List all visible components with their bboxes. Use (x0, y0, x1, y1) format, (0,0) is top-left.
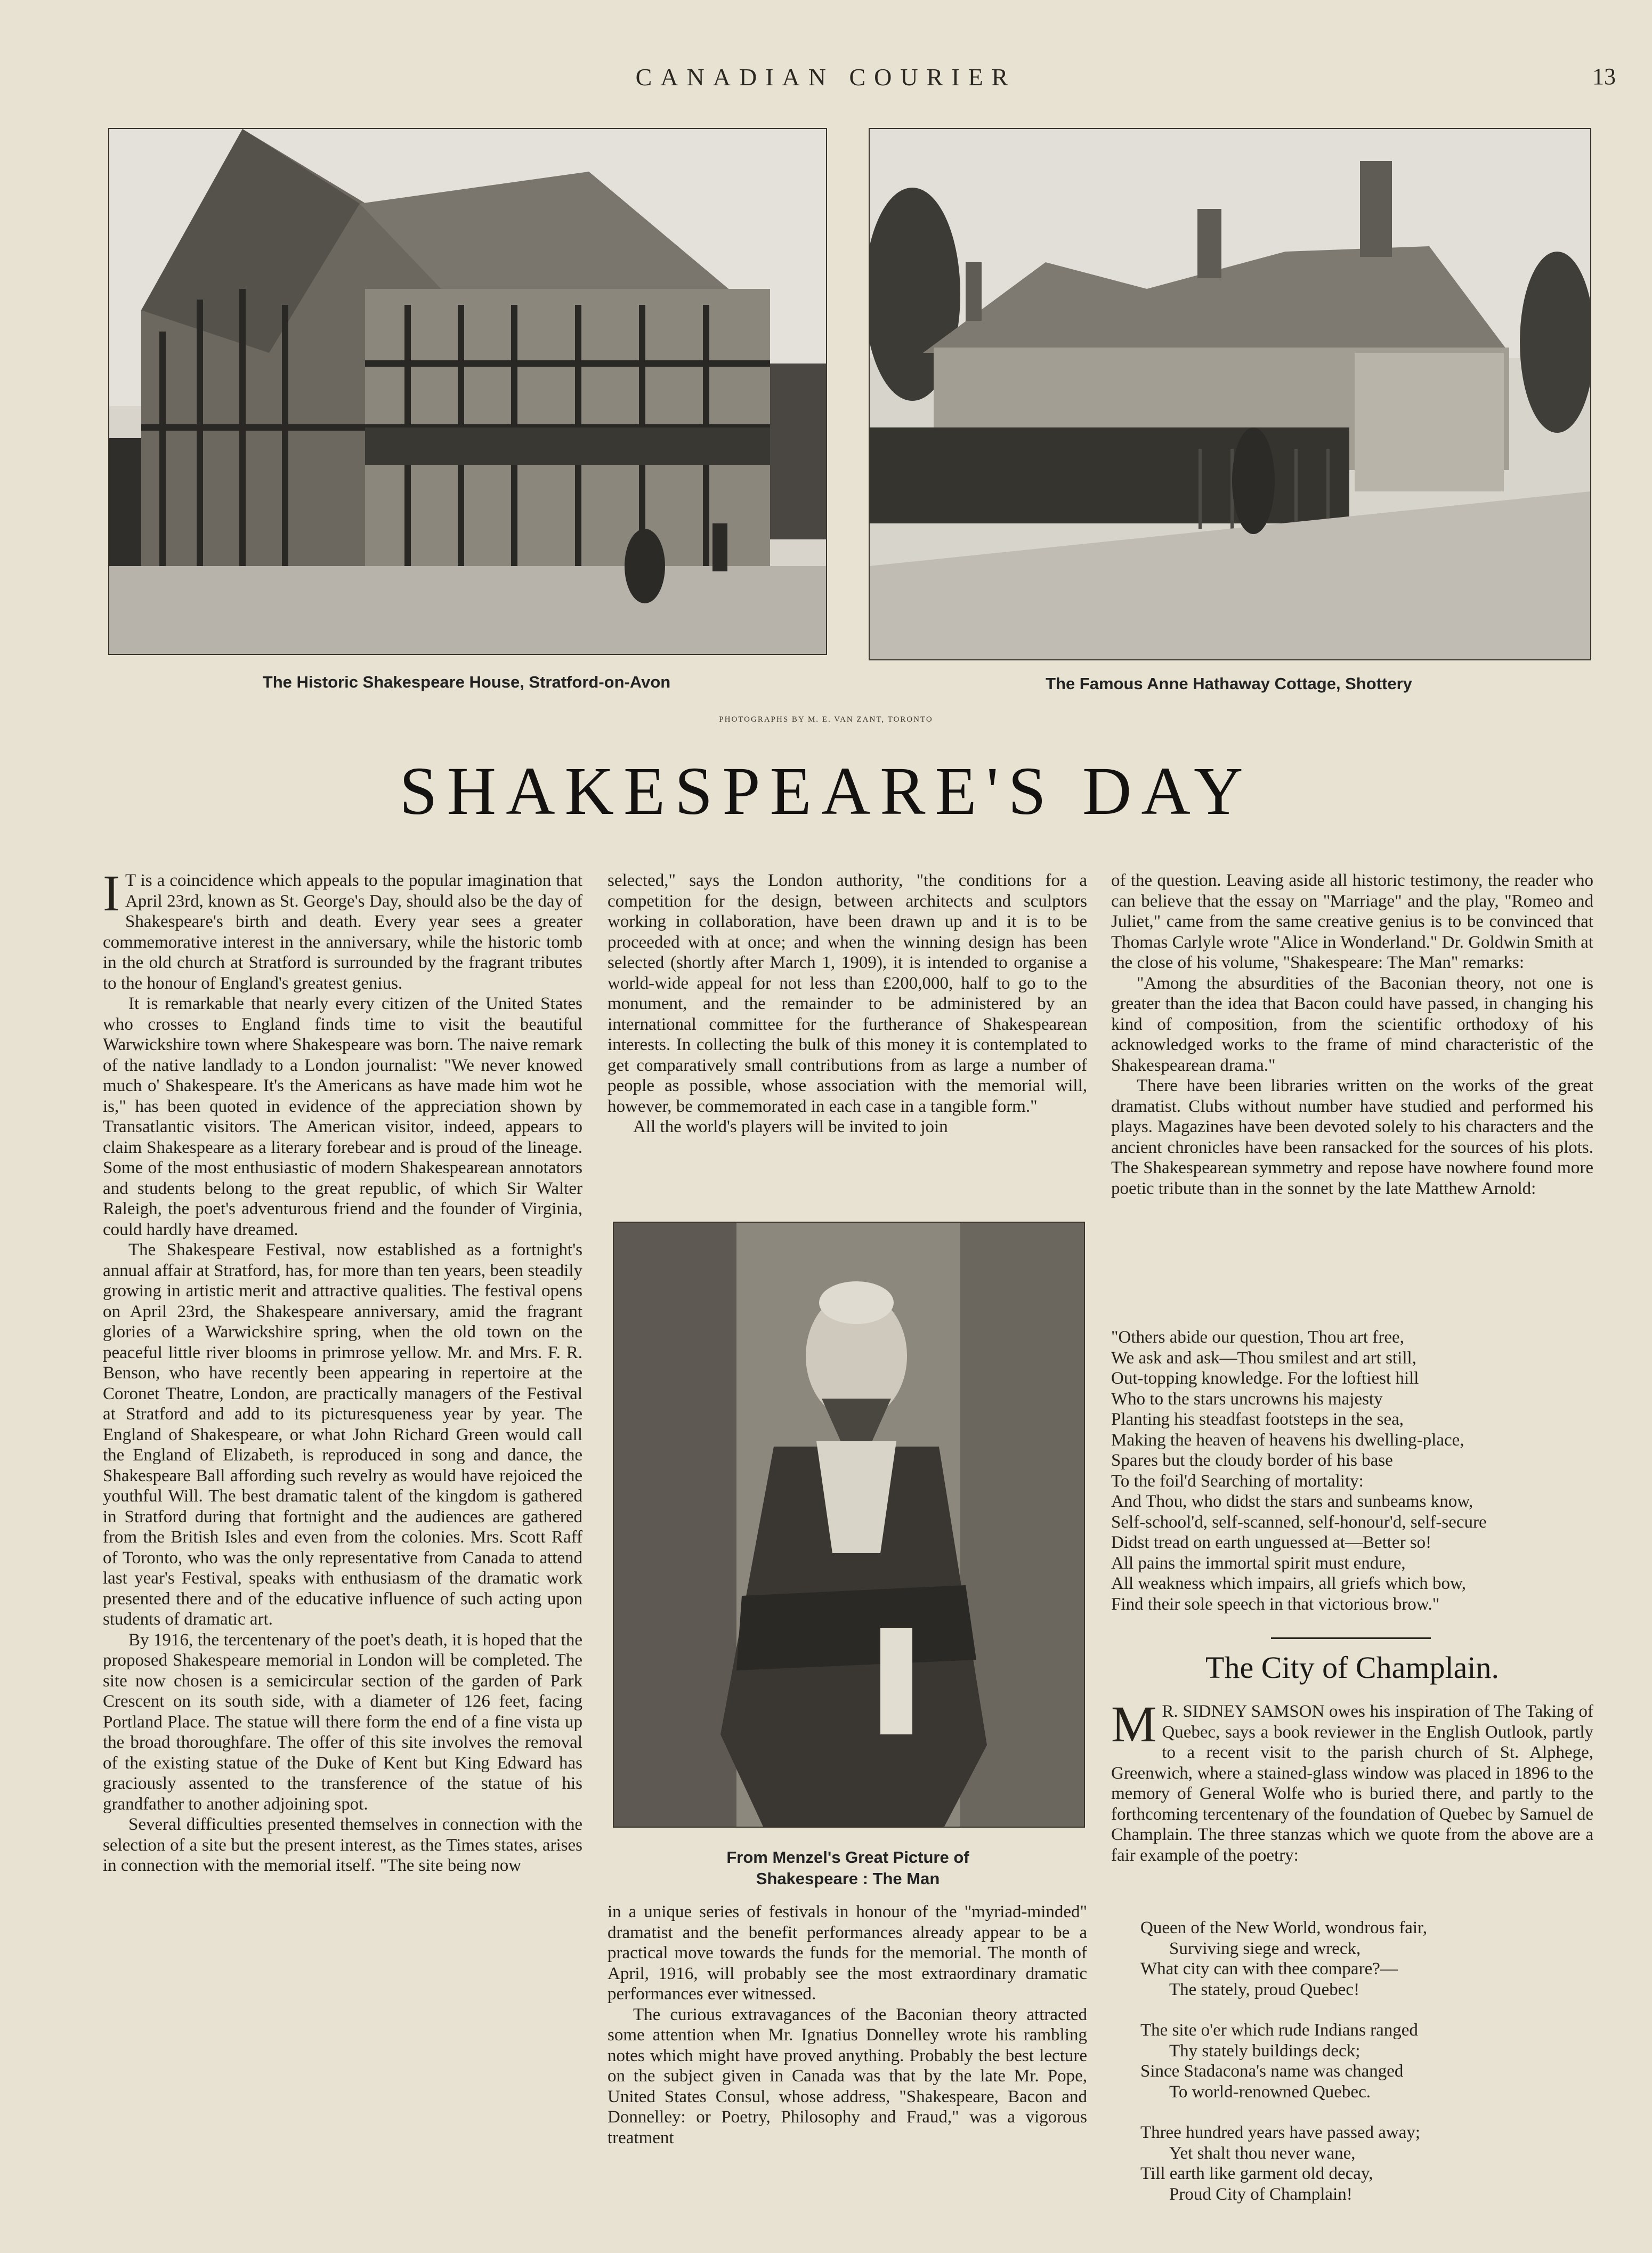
shakespeare-house-photo (108, 128, 827, 655)
champlain-lead: R. SIDNEY SAMSON (1162, 1702, 1325, 1721)
page-number: 13 (1592, 63, 1616, 90)
poem-line: To world-renowned Quebec. (1169, 2082, 1371, 2102)
column-3-top (1111, 870, 1593, 1199)
poem-line: Self-school'd, self-scanned, self-honour'd, self-secure (1111, 1512, 1487, 1532)
cottage-caption: The Famous Anne Hathaway Cottage, Shottery (1046, 674, 1412, 693)
poem-line: Since Stadacona's name was changed (1140, 2062, 1404, 2081)
poem-line: All weakness which impairs, all griefs which bow, (1111, 1574, 1466, 1593)
poem-line: The stately, proud Quebec! (1169, 1980, 1360, 1999)
poem-line: The site o'er which rude Indians ranged (1140, 2021, 1418, 2040)
poem-line: All pains the immortal spirit must endure, (1111, 1553, 1406, 1573)
shakespeare-house-caption: The Historic Shakespeare House, Stratford-on-Avon (262, 673, 671, 691)
shakespeare-portrait (613, 1222, 1085, 1828)
portrait-caption-line-1: From Menzel's Great Picture of (726, 1848, 969, 1867)
column-2-bottom (608, 1902, 1087, 2148)
masthead: CANADIAN COURIER (635, 63, 1017, 91)
poem-line: Surviving siege and wreck, (1169, 1939, 1361, 1958)
poem-line: To the foil'd Searching of mortality: (1111, 1471, 1364, 1491)
intro-paragraph (103, 865, 582, 994)
poem-line: And Thou, who didst the stars and sunbeams know, (1111, 1492, 1473, 1511)
poem-line: Didst tread on earth unguessed at—Better so! (1111, 1533, 1432, 1552)
poem-line: Three hundred years have passed away; (1140, 2123, 1421, 2142)
poem-line: Queen of the New World, wondrous fair, (1140, 1918, 1427, 1937)
champlain-poem (1140, 1918, 1588, 2204)
paragraph: By 1916, the tercentenary of the poet's death, it is hoped that the proposed Shakespeare memorial in London will be completed. The site now chosen is a semicircular section of the garden of Park Crescent on its south side, with a diameter of 126 feet, facing Portland Place. The statue will there form the end of a fine vista up the broad thoroughfare. The offer of this site involves the removal of the existing statue of the Duke of Kent but King Edward has graciously assented to the transference of the statue of his grandfather to another adjoining spot. (103, 1630, 582, 1814)
champlain-paragraph (1111, 1695, 1593, 1866)
paragraph: It is remarkable that nearly every citizen of the United States who crosses to England finds time to visit the beautiful Warwickshire town where Shakespeare was born. The naive remark of the native landlady to a London journalist: "We never knowed much o' Shakespeare. It's the Americans as have made him wot he is," has been quoted in evidence of the appreciation shown by Transatlantic visitors. The American visitor, indeed, appears to claim Shakespeare as a literary forebear and is proud of the lineage. Some of the most enthusiastic of modern Shakespearean annotators and students belong to the great republic, of which Sir Walter Raleigh, the poet's adventurous friend and the founder of Virginia, could hardly have dreamed. (103, 994, 582, 1239)
column-2-top (608, 870, 1087, 1137)
column-1 (103, 865, 582, 1876)
poem-line: Spares but the cloudy border of his base (1111, 1451, 1393, 1470)
section-divider (1271, 1637, 1431, 1639)
poem-line: Yet shalt thou never wane, (1169, 2143, 1356, 2163)
paragraph: There have been libraries written on the works of the great dramatist. Clubs without number have studied and performed his plays. Magazines have been devoted solely to his characters and the ancient chronicles have been ransacked for the sources of his plots. The Shakespearean symmetry and repose have nowhere found more poetic tribute than in the sonnet by the late Matthew Arnold: (1111, 1076, 1593, 1198)
paragraph: Several difficulties presented themselves in connection with the selection of a site but the present interest, as the Times states, arises in connection with the memorial itself. "The site being now (103, 1815, 582, 1875)
paragraph: "Among the absurdities of the Baconian theory, not one is greater than the idea that Bacon could have passed, in changing his kind of composition, from the scientific orthodoxy of his acknowledged works to the frame of mind characteristic of the Shakespearean drama." (1111, 973, 1593, 1075)
paragraph: selected," says the London authority, "the conditions for a competition for the design, between architects and sculptors working in collaboration, have been drawn up and it is to be proceeded with at once; and when the winning design has been selected (shortly after March 1, 1909), it is intended to organise a world-wide appeal for not less than £200,000, half to go to the monument, and the remainder to be administered by an international committee for the furtherance of Shakespearean interests. In collecting the bulk of this money it is contemplated to get comparatively small contributions from as large a number of people as possible, whose association with the memorial will, however, be commemorated in each case in a tangible form." (608, 871, 1087, 1116)
anne-hathaway-cottage-photo (869, 128, 1591, 660)
poem-line: What city can with thee compare?— (1140, 1959, 1398, 1979)
drop-cap: I (103, 865, 120, 922)
arnold-sonnet (1111, 1327, 1593, 1614)
poem-line: Out-topping knowledge. For the loftiest hill (1111, 1369, 1419, 1388)
poem-line: Making the heaven of heavens his dwelling-place, (1111, 1430, 1464, 1450)
poem-line: "Others abide our question, Thou art free, (1111, 1328, 1404, 1347)
paragraph: in a unique series of festivals in honour of the "myriad-minded" dramatist and the benefit performances already appear to be a practical move towards the funds for the memorial. The month of April, 1916, will probably see the most extraordinary dramatic performances ever witnessed. (608, 1902, 1087, 2004)
paragraph: of the question. Leaving aside all historic testimony, the reader who can believe that the essay on "Marriage" and the play, "Romeo and Juliet," came from the same creative genius is to be convinced that Thomas Carlyle wrote "Alice in Wonderland." Dr. Goldwin Smith at the close of his volume, "Shakespeare: The Man" remarks: (1111, 871, 1593, 972)
paragraph-text: owes his inspiration of The Taking of Quebec, says a book reviewer in the English Outlook, partly to a recent visit to the parish church of St. Alphege, Greenwich, where a stained-glass window was placed in 1896 to the memory of General Wolfe who is buried there, and partly to the forthcoming tercentenary of the foundation of Quebec by Samuel de Champlain. The three stanzas which we quote from the above are a fair example of the poetry: (1111, 1702, 1593, 1865)
portrait-caption (613, 1847, 1083, 1889)
paragraph: The Shakespeare Festival, now established as a fortnight's annual affair at Stratford, has, for more than ten years, been steadily growing in artistic merit and attractive qualities. The festival opens on April 23rd, the Shakespeare anniversary, amid the fragrant glories of a Warwickshire spring, when the old town on the peaceful little river blooms in primrose yellow. Mr. and Mrs. F. R. Benson, who have recently been appearing in repertoire at the Coronet Theatre, London, are practically managers of the Festival at Stratford and add to its picturesqueness year by year. The England of Shakespeare, or what John Richard Green would call the England of Elizabeth, is reproduced in song and dance, the Shakespeare Ball affording such revelry as would have rejoiced the youthful Will. The best dramatic talent of the kingdom is gathered in Stratford during that fortnight and the audiences are gathered from the British Isles and even from the colonies. Mrs. Scott Raff of Toronto, who was the only representative from Canada to attend last year's Festival, speaks with enthusiasm of the dramatic work presented there and of the educative influence of such acting upon students of dramatic art. (103, 1240, 582, 1629)
poem-line: Till earth like garment old decay, (1140, 2164, 1373, 2183)
poem-line: Find their sole speech in that victorious brow." (1111, 1594, 1440, 1614)
poem-line: Proud City of Champlain! (1169, 2184, 1353, 2204)
paragraph: All the world's players will be invited to join (633, 1117, 948, 1136)
poem-line: Thy stately buildings deck; (1169, 2041, 1361, 2061)
portrait-caption-line-2: Shakespeare : The Man (756, 1869, 940, 1888)
paragraph: The curious extravagances of the Baconian theory attracted some attention when Mr. Ignatius Donnelley wrote his rambling notes which might have proved anything. Probably the best lecture on the subject given in Canada was that by the late Mr. Pope, United States Consul, whose address, "Shakespeare, Bacon and Donnelley: or Poetry, Philosophy and Fraud," was a vigorous treatment (608, 2005, 1087, 2147)
headline: SHAKESPEARE'S DAY (399, 753, 1253, 829)
poem-line: We ask and ask—Thou smilest and art still, (1111, 1348, 1416, 1368)
drop-cap: M (1111, 1695, 1157, 1753)
champlain-subhead: The City of Champlain. (1205, 1650, 1499, 1685)
paragraph-text: T is a coincidence which appeals to the popular imagination that April 23rd, known as St. George's Day, should also be the day of Shakespeare's birth and death. Every year sees a greater commemorative interest in the anniversary, while the historic tomb in the old church at Stratford is surrounded by the fragrant tributes to the honour of England's greatest genius. (103, 871, 582, 993)
champlain-article (1111, 1695, 1593, 1866)
poem-line: Who to the stars uncrowns his majesty (1111, 1389, 1383, 1409)
poem-line: Planting his steadfast footsteps in the sea, (1111, 1410, 1404, 1429)
photo-credit: PHOTOGRAPHS BY M. E. VAN ZANT, TORONTO (719, 715, 933, 724)
